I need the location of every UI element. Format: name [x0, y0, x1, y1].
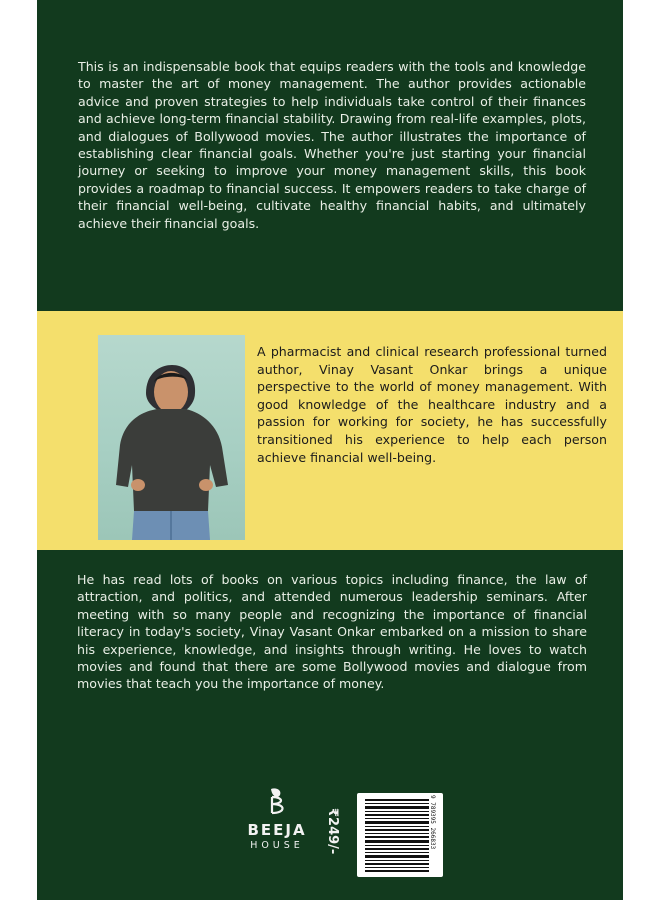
- back-cover: [37, 0, 623, 900]
- author-bio: A pharmacist and clinical research professional turned author, Vinay Vasant Onkar brings a unique perspective to the world of money management. With good knowledge of the healthcare industry and a passion for working for society, he has successfully transitioned his experience to help each person achieve financial well-being.: [257, 344, 607, 465]
- author-photo: [98, 335, 245, 540]
- publisher-logo: [242, 787, 312, 857]
- author-band: [37, 311, 623, 550]
- author-about: He has read lots of books on various topics including finance, the law of attraction, and politics, and attended numerous leadership seminars. After meeting with so many people and recognizing the importance of financial literacy in today's society, Vinay Vasant Onkar embarked on a mission to share his experience, knowledge, and insights through writing. He loves to watch movies and found that there are some Bollywood movies and dialogue from movies that teach you the importance of money.: [77, 572, 587, 692]
- isbn-barcode: [357, 793, 443, 877]
- publisher-name: BEEJA: [247, 821, 307, 839]
- leaf-b-icon: [262, 787, 292, 815]
- author-portrait-illustration: [98, 335, 245, 540]
- isbn-number: 9 789395 266833: [429, 795, 436, 850]
- price-label: ₹249/-: [325, 808, 340, 855]
- book-blurb: This is an indispensable book that equips readers with the tools and knowledge to master the art of money management. The author provides actionable advice and proven strategies to help individuals take control of their finances and achieve long-term financial stability. Drawing from real-life examples, plots, and dialogues of Bollywood movies. The author illustrates the importance of establishing clear financial goals. Whether you're just starting your financial journey or seeking to improve your money management skills, this book provides a roadmap to financial success. It empowers readers to take charge of their financial well-being, cultivate healthy financial habits, and ultimately achieve their financial goals.: [78, 59, 586, 231]
- publisher-sub: HOUSE: [250, 840, 304, 851]
